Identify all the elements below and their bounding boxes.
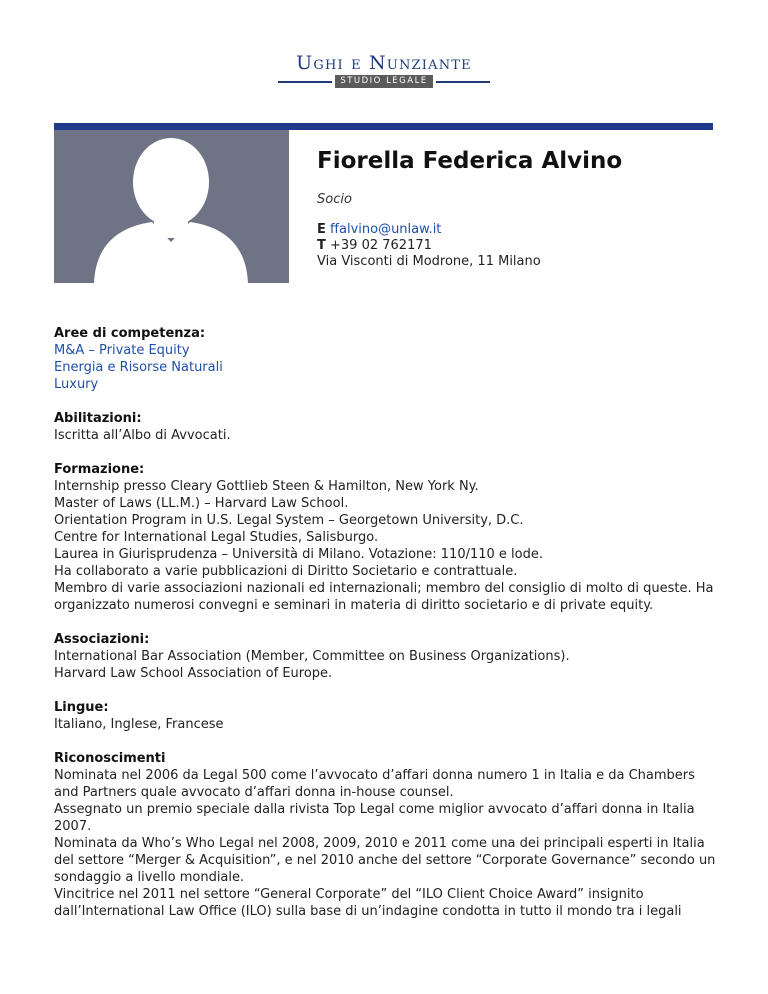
section-line: International Bar Association (Member, Committee on Business Organizations). xyxy=(54,649,570,664)
avatar-silhouette-icon xyxy=(54,130,289,283)
address: Via Visconti di Modrone, 11 Milano xyxy=(317,254,541,269)
practice-area-link[interactable]: Energia e Risorse Naturali xyxy=(54,360,223,375)
phone-row xyxy=(317,238,541,254)
person-role: Socio xyxy=(317,192,352,207)
logo-title: Ughi e Nunziante xyxy=(296,52,472,74)
section-title: Riconoscimenti xyxy=(54,751,166,766)
section-riconoscimenti xyxy=(54,750,719,920)
phone-label: T xyxy=(317,238,326,253)
section-title: Aree di competenza: xyxy=(54,326,206,341)
section-title: Associazioni: xyxy=(54,632,150,647)
section-line: Assegnato un premio speciale dalla rivista Top Legal come miglior avvocato d’affari donna in Italia 2007. xyxy=(54,802,695,834)
profile-photo-placeholder xyxy=(54,130,289,283)
section-line: Membro di varie associazioni nazionali ed internazionali; membro del consiglio di molto di queste. Ha organizzato numerosi convegni e seminari in materia di diritto societario e di private equity. xyxy=(54,581,714,613)
section-associazioni xyxy=(54,631,719,682)
logo-subtitle: STUDIO LEGALE xyxy=(335,75,432,88)
section-line: Orientation Program in U.S. Legal System – Georgetown University, D.C. xyxy=(54,513,524,528)
section-line: Harvard Law School Association of Europe. xyxy=(54,666,333,681)
phone-value: +39 02 762171 xyxy=(330,238,432,253)
section-line: Laurea in Giurisprudenza – Università di Milano. Votazione: 110/110 e lode. xyxy=(54,547,543,562)
section-line: Nominata da Who’s Who Legal nel 2008, 2009, 2010 e 2011 come una dei principali esperti in Italia del settore “Merger & Acquisition”, e nel 2010 anche del settore “Corporate Governance” secondo un sondaggio a livello mondiale. xyxy=(54,836,716,885)
logo-rule-right xyxy=(436,81,490,83)
logo-rule-left xyxy=(278,81,332,83)
section-line: Master of Laws (LL.M.) – Harvard Law School. xyxy=(54,496,349,511)
section-lingue xyxy=(54,699,719,733)
section-line: Iscritta all’Albo di Avvocati. xyxy=(54,428,231,443)
section-competenze xyxy=(54,325,719,393)
section-abilitazioni xyxy=(54,410,719,444)
section-line: Vincitrice nel 2011 nel settore “General Corporate” del “ILO Client Choice Award” insignito dall’International Law Office (ILO) sulla base di un’indagine condotta in tutto il mondo tra i legali xyxy=(54,887,682,919)
section-title: Lingue: xyxy=(54,700,109,715)
section-line: Internship presso Cleary Gottlieb Steen & Hamilton, New York Ny. xyxy=(54,479,479,494)
section-line: Nominata nel 2006 da Legal 500 come l’avvocato d’affari donna numero 1 in Italia e da Chambers and Partners quale avvocato d’affari donna in-house counsel. xyxy=(54,768,695,800)
contact-block xyxy=(317,222,541,270)
section-line: Centre for International Legal Studies, Salisburgo. xyxy=(54,530,379,545)
section-title: Formazione: xyxy=(54,462,145,477)
firm-logo xyxy=(0,52,768,88)
practice-area-link[interactable]: Luxury xyxy=(54,377,99,392)
section-line: Italiano, Inglese, Francese xyxy=(54,717,224,732)
section-title: Abilitazioni: xyxy=(54,411,142,426)
header-bar xyxy=(54,123,713,130)
email-link[interactable]: ffalvino@unlaw.it xyxy=(330,222,442,237)
email-row xyxy=(317,222,541,238)
profile-content xyxy=(54,325,719,937)
email-label: E xyxy=(317,222,326,237)
logo-subtitle-row xyxy=(0,75,768,88)
section-formazione xyxy=(54,461,719,614)
section-line: Ha collaborato a varie pubblicazioni di Diritto Societario e contrattuale. xyxy=(54,564,518,579)
practice-area-link[interactable]: M&A – Private Equity xyxy=(54,343,190,358)
person-name: Fiorella Federica Alvino xyxy=(317,148,623,174)
